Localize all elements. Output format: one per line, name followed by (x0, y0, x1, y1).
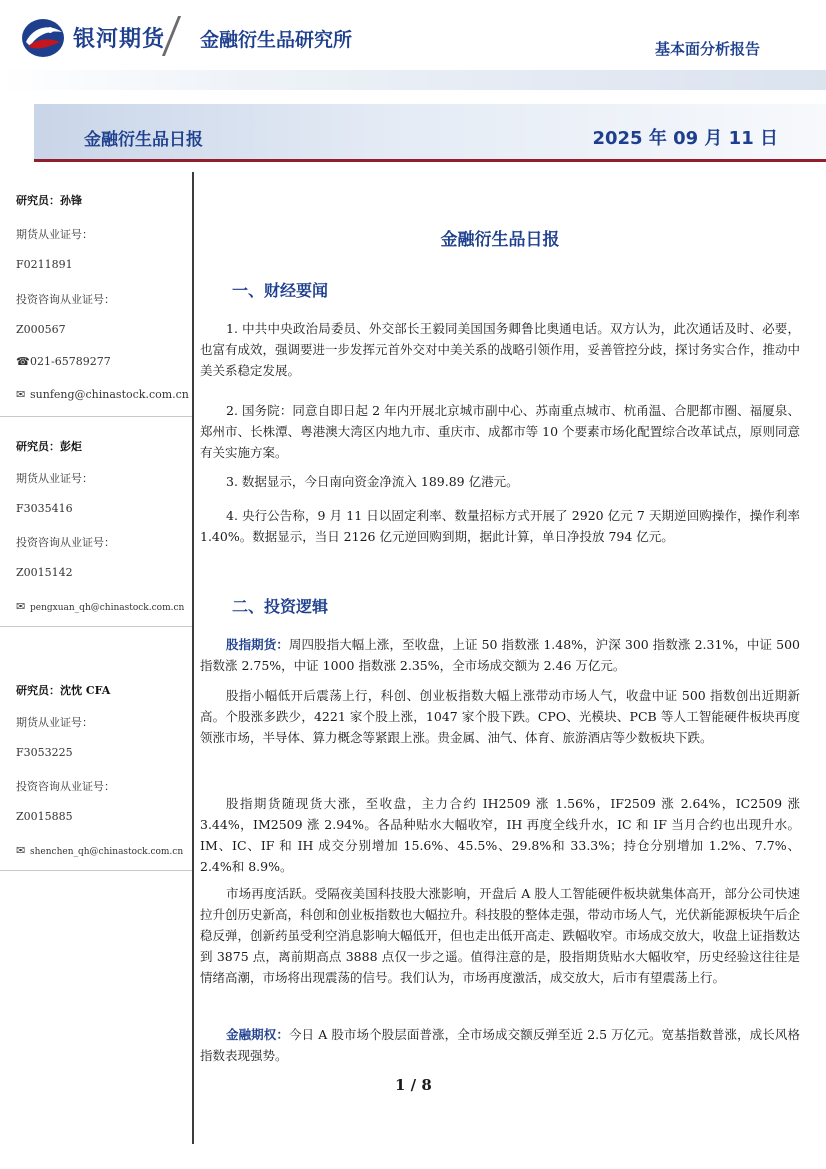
financial-options-lead: 金融期权： (226, 1027, 289, 1042)
logic-paragraph (200, 1024, 800, 1066)
email-address[interactable]: pengxuan_qh@chinastock.com.cn (30, 603, 185, 613)
news-paragraph: 3. 数据显示，今日南向资金净流入 189.89 亿港元。 (226, 474, 519, 489)
analyst-separator (0, 416, 192, 417)
futures-id: F0211891 (16, 258, 73, 271)
email-line (16, 388, 189, 401)
advisory-id: Z0015142 (16, 566, 73, 579)
mail-icon: ✉ (16, 600, 26, 613)
stock-index-futures-lead: 股指期货： (226, 637, 289, 652)
advisory-id: Z0015885 (16, 810, 73, 823)
futures-id: F3035416 (16, 502, 73, 515)
analyst-name: 研究员：沈忱 CFA (16, 684, 111, 697)
analyst-separator (0, 626, 192, 627)
phone-icon: ☎ (16, 355, 30, 368)
institute-name: 金融衍生品研究所 (200, 29, 353, 51)
email-line (16, 600, 184, 613)
sidebar-divider (192, 172, 194, 1144)
advisory-id: Z000567 (16, 323, 66, 336)
phone-number: 021-65789277 (30, 355, 111, 368)
futures-id-label: 期货从业证号： (16, 716, 93, 729)
news-paragraph: 4. 央行公告称，9 月 11 日以固定利率、数量招标方式开展了 2920 亿元 7 天期逆回购操作，操作利率 1.40%。数据显示，当日 2126 亿元逆回购到期，据此计算，单日净投放 794 亿元。 (200, 508, 800, 544)
advisory-id-label: 投资咨询从业证号： (16, 780, 115, 793)
analyst-name: 研究员：彭炬 (16, 440, 82, 453)
advisory-id-label: 投资咨询从业证号： (16, 293, 115, 306)
banner-rule (34, 159, 826, 162)
logic-paragraph: 股指小幅低开后震荡上行，科创、创业板指数大幅上涨带动市场人气，收盘中证 500 指数创出近期新高。个股涨多跌少，4221 家个股上涨，1047 家个股下跌。CPO、光模块、PCB 等人工智能硬件板块再度领涨市场，半导体、算力概念等紧跟上涨。贵金属、油气、体育、旅游酒店等少数板块下跌。 (200, 688, 800, 745)
document-title: 金融衍生品日报 (440, 230, 560, 250)
page-number: 1 / 8 (395, 1076, 432, 1094)
futures-id: F3053225 (16, 746, 73, 759)
logic-paragraph: 市场再度活跃。受隔夜美国科技股大涨影响，开盘后 A 股人工智能硬件板块就集体高开，部分公司快速拉升创历史新高，科创和创业板指数也大幅拉升。科技股的整体走强，带动市场人气，光伏新能源板块午后企稳反弹，创新药虽受利空消息影响大幅低开，但也走出低开高走、跌幅收窄。市场成交放大，收盘上证指数达到 3875 点，离前期高点 3888 点仅一步之遥。值得注意的是，股指期货贴水大幅收窄，历史经验这往往是情绪高潮，市场将出现震荡的信号。我们认为，市场再度激活，成交放大，后市有望震荡上行。 (200, 886, 801, 985)
galaxy-logo-icon (20, 16, 66, 60)
email-line (16, 844, 183, 857)
futures-id-label: 期货从业证号： (16, 228, 93, 241)
futures-id-label: 期货从业证号： (16, 472, 93, 485)
section-heading-news: 一、财经要闻 (232, 281, 329, 300)
advisory-id-label: 投资咨询从业证号： (16, 536, 115, 549)
financial-options-text: 今日 A 股市场个股层面普涨，全市场成交额反弹至近 2.5 万亿元。宽基指数普涨，成长风格指数表现强势。 (200, 1027, 800, 1063)
logic-paragraph (200, 634, 800, 676)
news-paragraph: 2. 国务院：同意自即日起 2 年内开展北京城市副中心、苏南重点城市、杭甬温、合肥都市圈、福厦泉、郑州市、长株潭、粤港澳大湾区内地九市、重庆市、成都市等 10 个要素市场化配置综合改革试点，原则同意有关实施方案。 (200, 403, 800, 460)
stock-index-futures-text: 周四股指大幅上涨，至收盘，上证 50 指数涨 1.48%，沪深 300 指数涨 2.31%，中证 500 指数涨 2.75%，中证 1000 指数涨 2.35%，全市场成交额为 2.46 万亿元。 (200, 637, 800, 673)
header-gradient-band (0, 70, 826, 90)
section-heading-logic: 二、投资逻辑 (232, 597, 329, 616)
banner-title: 金融衍生品日报 (84, 130, 203, 150)
email-address[interactable]: sunfeng@chinastock.com.cn (30, 388, 189, 401)
report-type: 基本面分析报告 (654, 40, 760, 58)
news-paragraph: 1. 中共中央政治局委员、外交部长王毅同美国国务卿鲁比奥通电话。双方认为，此次通话及时、必要，也富有成效，强调要进一步发挥元首外交对中美关系的战略引领作用，妥善管控分歧，探讨务实合作，推动中美关系稳定发展。 (200, 321, 801, 378)
report-date: 2025 年 09 月 11 日 (592, 128, 778, 149)
logic-paragraph: 股指期货随现货大涨，至收盘，主力合约 IH2509 涨 1.56%，IF2509 涨 2.64%，IC2509 涨 3.44%，IM2509 涨 2.94%。各品种贴水大幅收窄，IH 再度全线升水，IC 和 IF 当月合约也出现升水。IM、IC、IF 和 IH 成交分别增加 15.6%、45.5%、29.8%和 33.3%；持仓分别增加 1.2%、7.7%、2.4%和 8.9%。 (200, 796, 800, 874)
phone-line (16, 355, 111, 368)
email-address[interactable]: shenchen_qh@chinastock.com.cn (30, 847, 184, 857)
brand-name: 银河期货 (73, 27, 166, 52)
mail-icon: ✉ (16, 844, 26, 857)
mail-icon: ✉ (16, 388, 26, 401)
report-header (0, 0, 826, 90)
analyst-separator (0, 870, 192, 871)
analyst-name: 研究员：孙锋 (16, 194, 82, 207)
